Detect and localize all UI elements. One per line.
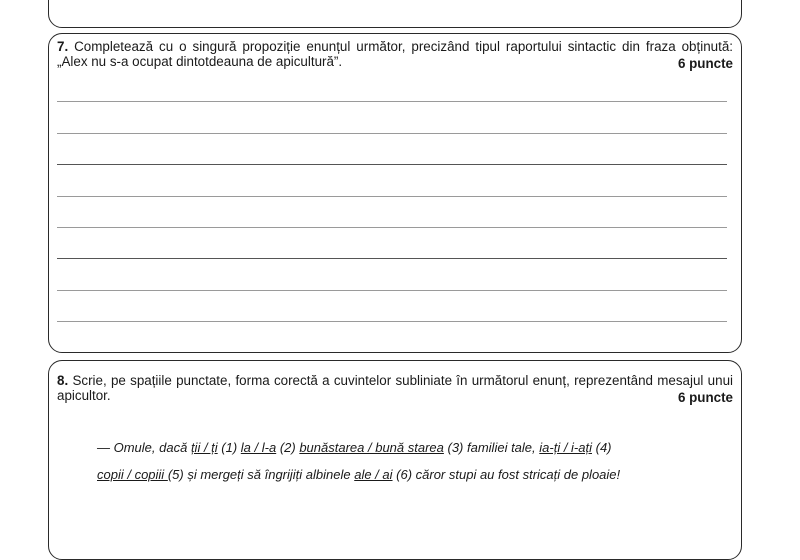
answer-line[interactable]: [57, 101, 727, 102]
question-8-points: 6 puncte: [677, 390, 733, 405]
question-8-box: [48, 360, 742, 560]
underlined-word-1: ții / ți: [190, 440, 218, 455]
underlined-word-3: bunăstarea / bună starea: [299, 440, 444, 455]
answer-line[interactable]: [57, 258, 727, 259]
answer-line[interactable]: [57, 321, 727, 322]
answer-line[interactable]: [57, 196, 727, 197]
question-7-prompt: Completează cu o singură propoziție enunțul următor, precizând tipul raportului sintactic din fraza obținută: „Alex nu s-a ocupat dintotdeauna de apicultură”.: [57, 39, 733, 69]
answer-line[interactable]: [57, 164, 727, 165]
underlined-word-6: ale / ai: [354, 467, 393, 482]
question-8-text: [57, 373, 733, 403]
answer-line[interactable]: [57, 133, 727, 134]
question-8-number: 8.: [57, 373, 69, 388]
answer-line[interactable]: [57, 290, 727, 291]
passage-line-1: — Omule, dacă ții / ți (1) la / l-a (2) bunăstarea / bună starea (3) familiei tale, ia-ți / i-ați (4): [97, 440, 612, 455]
underlined-word-5: copii / copiii: [97, 467, 168, 482]
underlined-word-4: ia-ți / i-ați: [539, 440, 592, 455]
question-7-number: 7.: [57, 39, 69, 54]
question-7-points: 6 puncte: [677, 56, 733, 71]
previous-question-box: [48, 0, 742, 28]
question-8-prompt: Scrie, pe spațiile punctate, forma corectă a cuvintelor subliniate în următorul enunț, reprezentând mesajul unui apicultor.: [57, 373, 733, 403]
question-7-text: [57, 39, 733, 69]
answer-line[interactable]: [57, 227, 727, 228]
question-7-box: [48, 33, 742, 353]
passage-line-2: copii / copiii (5) și mergeți să îngrijiți albinele ale / ai (6) căror stupi au fost stricați de ploaie!: [97, 467, 621, 482]
underlined-word-2: la / l-a: [240, 440, 277, 455]
